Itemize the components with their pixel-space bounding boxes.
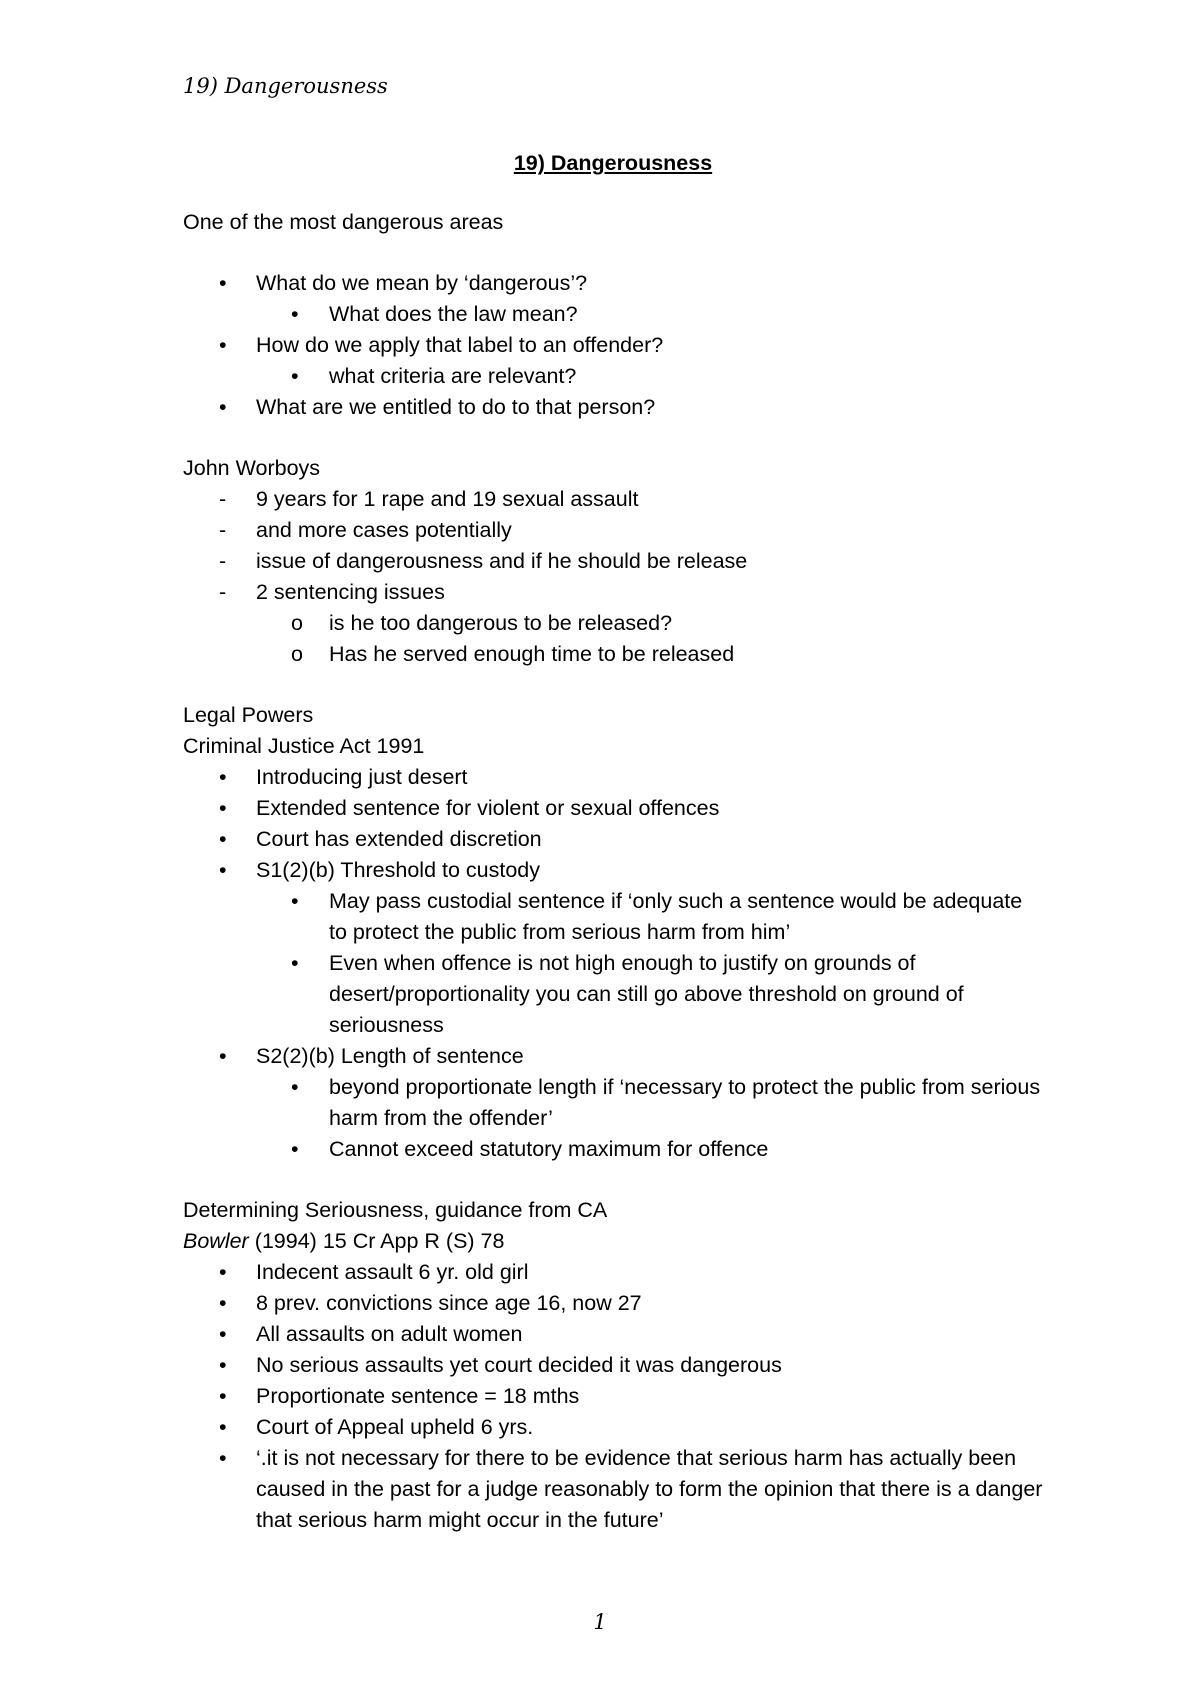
list-item: [183, 1350, 1043, 1381]
list-item: [183, 1443, 1043, 1536]
bullet-icon: •: [219, 1415, 227, 1439]
bullet-icon: •: [291, 951, 299, 975]
bullet-icon: •: [219, 395, 227, 419]
bullet-icon: •: [291, 1075, 299, 1099]
list-item: [183, 268, 1043, 299]
list-item-text: Cannot exceed statutory maximum for offence: [329, 1137, 769, 1161]
list-item: [183, 577, 1043, 608]
list-item: [183, 392, 1043, 423]
list-item: [183, 762, 1043, 793]
page-content: [183, 148, 1043, 1536]
list-item: [183, 824, 1043, 855]
list-item: [183, 299, 1043, 330]
list-item-text: and more cases potentially: [256, 518, 512, 542]
list-item-text: ‘.it is not necessary for there to be evidence that serious harm has actually been caused in the past for a judge reasonably to form the opinion that there is a danger that serious harm might occur in the future’: [256, 1446, 1043, 1532]
list-item: [183, 608, 1043, 639]
bullet-icon: •: [291, 364, 299, 388]
list-item-text: What are we entitled to do to that person?: [256, 395, 656, 419]
list-item-text: S2(2)(b) Length of sentence: [256, 1044, 524, 1068]
list-item-text: What does the law mean?: [329, 302, 578, 326]
dash-marker: -: [219, 549, 227, 573]
legal-list: [183, 762, 1043, 1165]
list-item: [183, 1257, 1043, 1288]
list-item-text: Indecent assault 6 yr. old girl: [256, 1260, 529, 1284]
list-item-text: Court of Appeal upheld 6 yrs.: [256, 1415, 534, 1439]
page-number: 1: [593, 1610, 607, 1634]
bullet-icon: •: [219, 1260, 227, 1284]
list-item: [183, 886, 1043, 948]
list-item-text: May pass custodial sentence if ‘only such a sentence would be adequate to protect the public from serious harm from him’: [329, 889, 1023, 944]
list-item: [183, 1412, 1043, 1443]
bullet-icon: •: [219, 796, 227, 820]
list-item: [183, 1134, 1043, 1165]
list-item-text: All assaults on adult women: [256, 1322, 523, 1346]
list-item-text: 8 prev. convictions since age 16, now 27: [256, 1291, 642, 1315]
bullet-icon: •: [291, 302, 299, 326]
list-item-text: is he too dangerous to be released?: [329, 611, 673, 635]
list-item: [183, 855, 1043, 886]
bullet-icon: •: [219, 1446, 227, 1470]
case-citation: (1994) 15 Cr App R (S) 78: [248, 1229, 505, 1253]
list-item: [183, 361, 1043, 392]
list-item-text: What do we mean by ‘dangerous’?: [256, 271, 588, 295]
bullet-icon: •: [219, 1322, 227, 1346]
intro-text: One of the most dangerous areas: [183, 210, 504, 234]
list-item-text: issue of dangerousness and if he should be release: [256, 549, 748, 573]
list-item: [183, 639, 1043, 670]
case-reference: [183, 1226, 1043, 1257]
bullet-icon: •: [219, 765, 227, 789]
bullet-icon: •: [219, 1044, 227, 1068]
case-name: Bowler: [183, 1229, 249, 1253]
bullet-icon: •: [219, 333, 227, 357]
list-item: [183, 1072, 1043, 1134]
list-item: [183, 1319, 1043, 1350]
list-item-text: S1(2)(b) Threshold to custody: [256, 858, 541, 882]
document-title: 19) Dangerousness: [513, 151, 713, 175]
list-item-text: How do we apply that label to an offender?: [256, 333, 664, 357]
list-item-text: beyond proportionate length if ‘necessary to protect the public from serious harm from the offender’: [329, 1075, 1041, 1130]
bullet-icon: •: [291, 889, 299, 913]
legal-heading: Legal Powers: [183, 703, 314, 727]
seriousness-heading: Determining Seriousness, guidance from CA: [183, 1198, 608, 1222]
list-item-text: Proportionate sentence = 18 mths: [256, 1384, 580, 1408]
list-item-text: Extended sentence for violent or sexual offences: [256, 796, 720, 820]
list-item: [183, 546, 1043, 577]
bullet-icon: •: [219, 858, 227, 882]
questions-list: [183, 268, 1043, 423]
list-item: [183, 1288, 1043, 1319]
list-item-text: 9 years for 1 rape and 19 sexual assault: [256, 487, 639, 511]
legal-subheading: Criminal Justice Act 1991: [183, 734, 425, 758]
list-item: [183, 330, 1043, 361]
page-header: 19) Dangerousness: [183, 74, 388, 98]
list-item: [183, 1381, 1043, 1412]
bullet-icon: •: [219, 1353, 227, 1377]
list-item: [183, 793, 1043, 824]
bullet-icon: •: [219, 1291, 227, 1315]
list-item-text: what criteria are relevant?: [329, 364, 577, 388]
dash-marker: -: [219, 487, 227, 511]
bullet-icon: •: [219, 1384, 227, 1408]
list-item: [183, 948, 1043, 1041]
list-item: [183, 515, 1043, 546]
bullet-icon: •: [219, 271, 227, 295]
circle-bullet-icon: o: [291, 642, 303, 666]
list-item-text: 2 sentencing issues: [256, 580, 445, 604]
list-item-text: Even when offence is not high enough to justify on grounds of desert/proportionality you can still go above threshold on ground of seriousness: [329, 951, 964, 1037]
dash-marker: -: [219, 580, 227, 604]
list-item: [183, 484, 1043, 515]
bullet-icon: •: [291, 1137, 299, 1161]
circle-bullet-icon: o: [291, 611, 303, 635]
list-item: [183, 1041, 1043, 1072]
worboys-heading: John Worboys: [183, 456, 321, 480]
list-item-text: Introducing just desert: [256, 765, 468, 789]
worboys-list: [183, 484, 1043, 670]
dash-marker: -: [219, 518, 227, 542]
list-item-text: No serious assaults yet court decided it was dangerous: [256, 1353, 782, 1377]
list-item-text: Court has extended discretion: [256, 827, 542, 851]
list-item-text: Has he served enough time to be released: [329, 642, 735, 666]
seriousness-list: [183, 1257, 1043, 1536]
bullet-icon: •: [219, 827, 227, 851]
